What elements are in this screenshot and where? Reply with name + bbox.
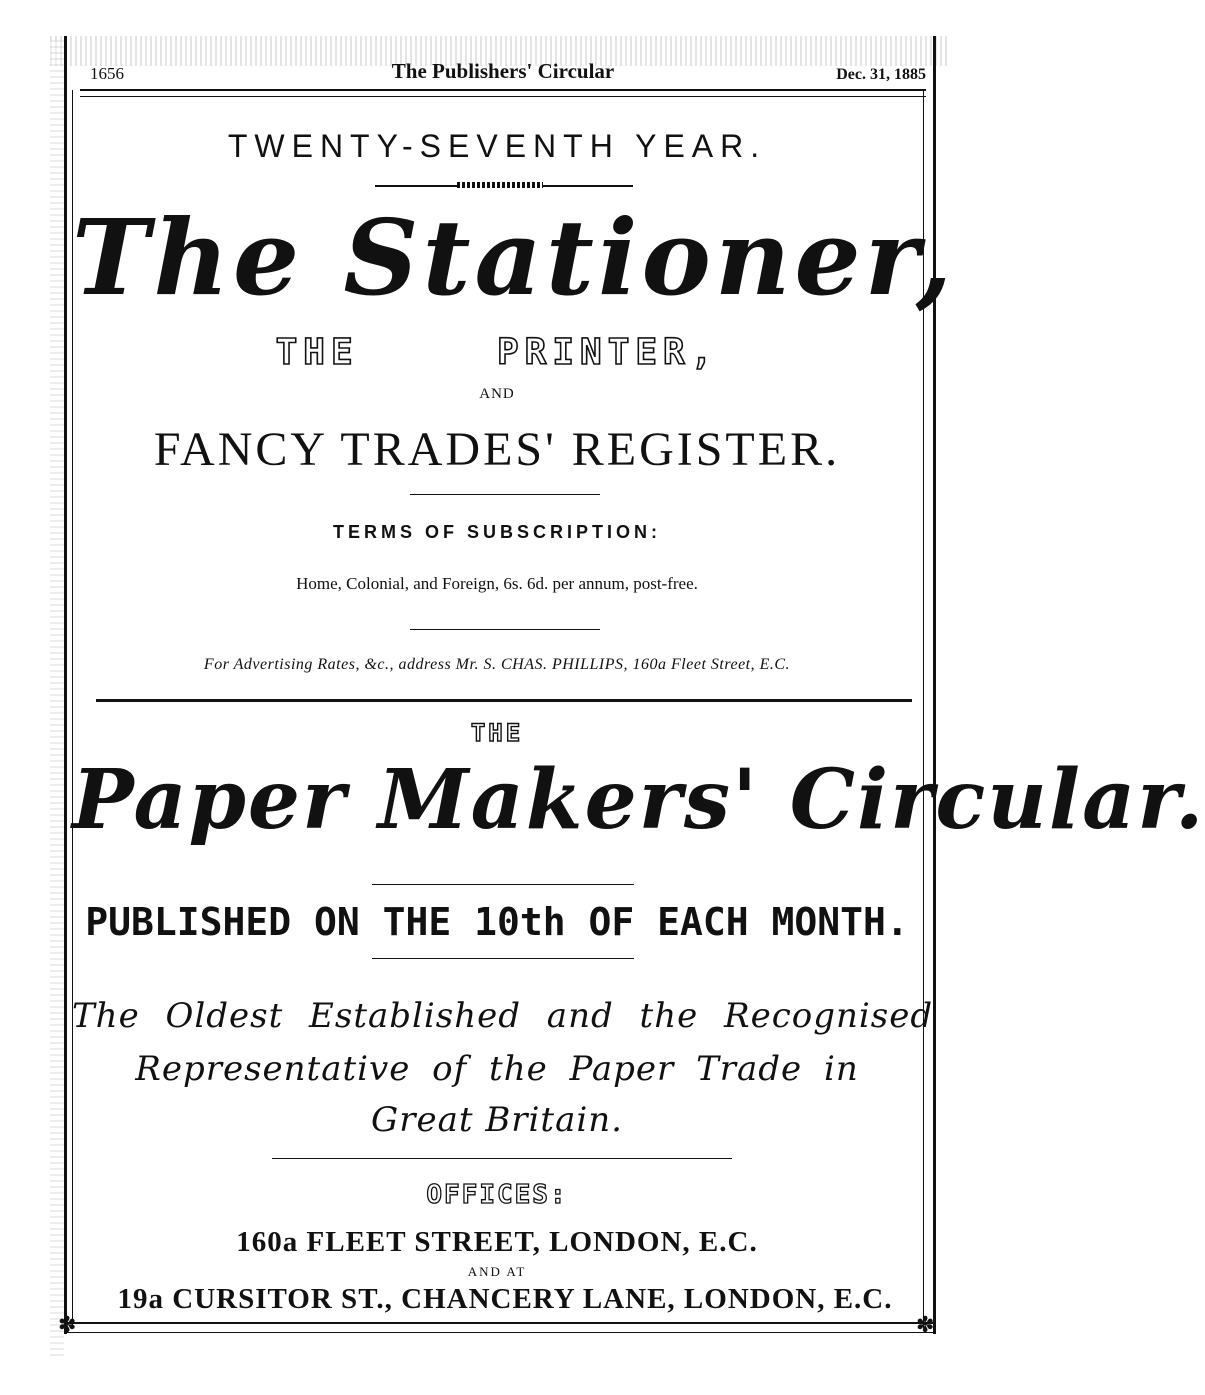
divider-rule	[372, 958, 634, 959]
terms-heading: TERMS OF SUBSCRIPTION:	[332, 522, 661, 542]
tagline-line-2: Representative of the Paper Trade in	[135, 1049, 859, 1089]
paper-makers-title: Paper Makers' Circular.	[72, 752, 1205, 848]
tagline-line-3: Great Britain.	[371, 1100, 623, 1140]
the-heading: THE	[470, 719, 524, 747]
printer-subtitle	[72, 332, 922, 373]
divider-rule	[372, 884, 634, 885]
tagline-line-1: The Oldest Established and the Recognised	[72, 996, 934, 1036]
advertising-note: For Advertising Rates, &c., address Mr. S. CHAS. PHILLIPS, 160a Fleet Street, E.C.	[203, 656, 791, 673]
address-fleet-street: 160a FLEET STREET, LONDON, E.C.	[236, 1226, 758, 1258]
header-double-rule	[80, 89, 926, 97]
register-title: FANCY TRADES' REGISTER.	[153, 423, 841, 476]
corner-ornament-icon: ✽	[916, 1313, 935, 1338]
publication-schedule: PUBLISHED ON THE 10th OF EACH MONTH.	[85, 900, 909, 944]
section-separator	[96, 699, 912, 707]
year-line: TWENTY-SEVENTH YEAR.	[227, 128, 767, 164]
divider-rule	[410, 494, 600, 495]
page-number: 1656	[90, 64, 124, 83]
divider-rule	[410, 629, 600, 630]
terms-text: Home, Colonial, and Foreign, 6s. 6d. per annum, post-free.	[296, 574, 698, 593]
offices-heading: OFFICES:	[426, 1180, 568, 1210]
issue-date: Dec. 31, 1885	[836, 66, 926, 83]
footer-double-rule	[64, 1322, 936, 1333]
stationer-title: The Stationer,	[72, 196, 957, 319]
subtitle-the: THE	[275, 332, 359, 373]
ornamental-divider	[375, 185, 633, 187]
running-head	[80, 58, 926, 88]
publication-title: The Publishers' Circular	[391, 59, 615, 83]
and-connector: AND	[479, 386, 515, 402]
address-cursitor-street: 19a CURSITOR ST., CHANCERY LANE, LONDON, E.C.	[117, 1283, 893, 1315]
and-at-connector: AND AT	[467, 1264, 527, 1279]
subtitle-printer: PRINTER,	[497, 332, 719, 373]
corner-ornament-icon: ✽	[58, 1313, 77, 1338]
divider-rule	[272, 1158, 732, 1159]
page-edge-shading-left	[50, 40, 64, 1360]
